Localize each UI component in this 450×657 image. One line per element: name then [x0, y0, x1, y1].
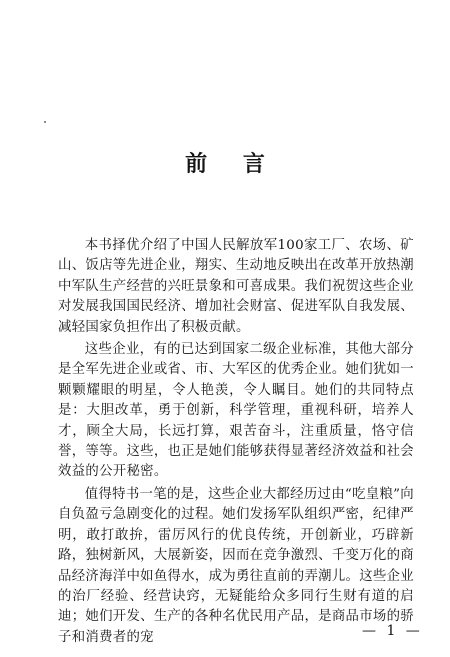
page-number: — 1 —	[362, 623, 423, 639]
body-text	[58, 236, 414, 648]
paragraph: 这些企业，有的已达到国家二级企业标准，其他大部分是全军先进企业或省、市、大军区的优秀企业。她们犹如一颗颗耀眼的明星，令人艳羡，令人瞩目。她们的共同特点是：大胆改革，勇于创新，科学管理，重视科研，培养人才，顾全大局，长远打算，艰苦奋斗，注重质量，恪守信誉，等等。这些，也正是她们能够获得显著经济效益和社会效益的公开秘密。	[58, 342, 414, 480]
page-title: 前 言	[185, 152, 279, 177]
paragraph: 本书择优介绍了中国人民解放军100家工厂、农场、矿山、饭店等先进企业，翔实、生动地反映出在改革开放热潮中军队生产经营的兴旺景象和可喜成果。我们祝贺这些企业对发展我国国民经济、增加社会财富、促进军队自我发展、减轻国家负担作出了积极贡献。	[58, 238, 414, 335]
print-speck	[44, 121, 46, 123]
paragraph: 值得特书一笔的是，这些企业大都经历过由“吃皇粮”向自负盈亏急剧变化的过程。她们发扬军队组织严密，纪律严明，敢打敢拚，雷厉风行的优良传统，开创新业，巧辟新路，独树新风，大展新姿，因而在竞争激烈、千变万化的商品经济海洋中如鱼得水，成为勇往直前的弄潮儿。这些企业的治厂经验、经营诀窍，无疑能给众多同行生财有道的启迪；她们开发、生产的各种名优民用产品，是商品市场的骄子和消费者的宠	[58, 486, 414, 645]
